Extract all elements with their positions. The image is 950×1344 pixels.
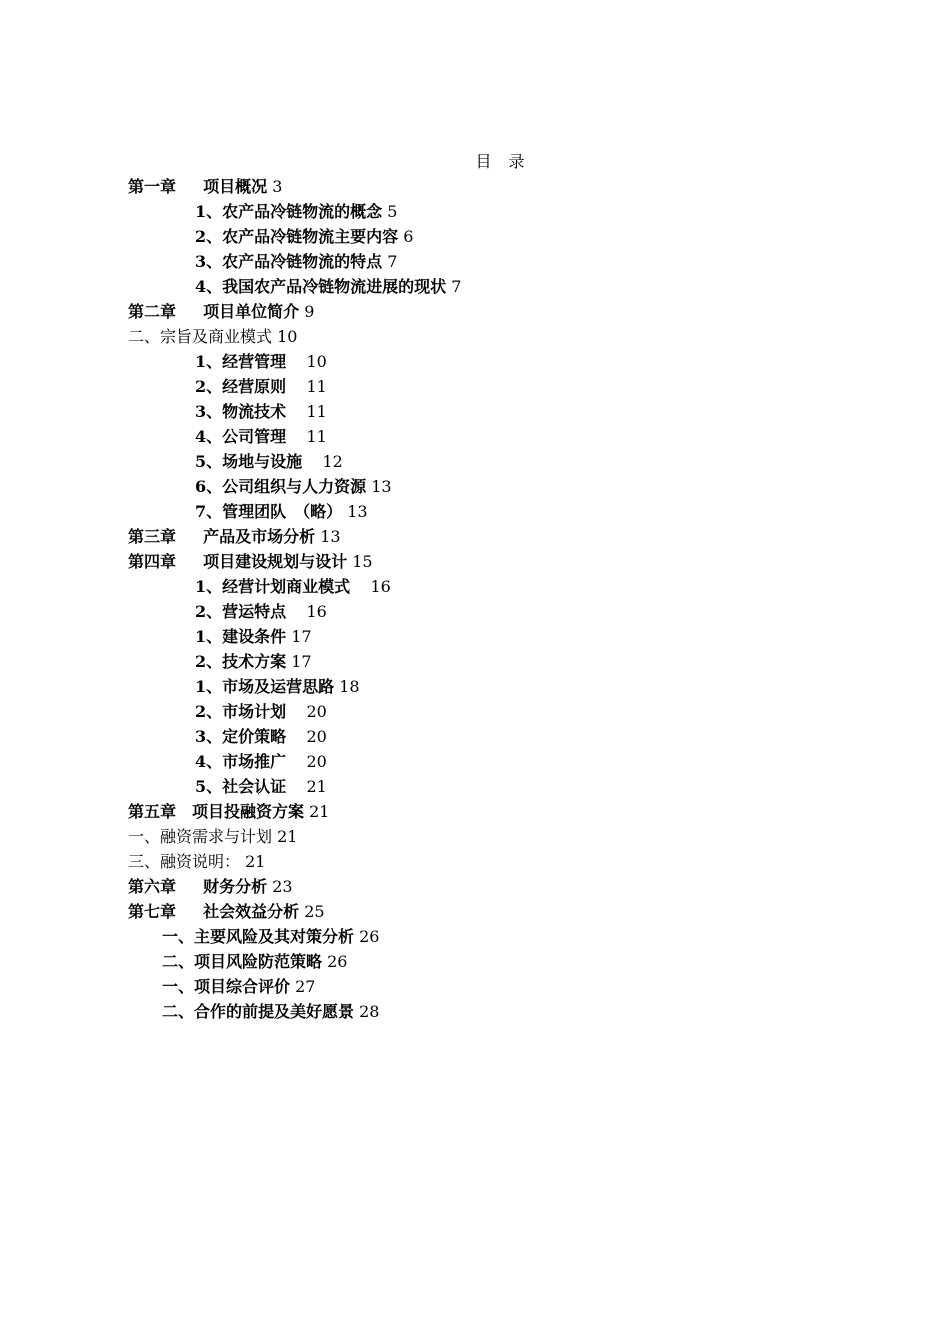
- toc-entry[interactable]: [128, 749, 828, 774]
- toc-entry-label: 1、市场及运营思路: [195, 677, 335, 696]
- toc-entry-label: 二、宗旨及商业模式: [128, 327, 273, 346]
- toc-entry[interactable]: [128, 174, 828, 199]
- toc-entry-page-number: 9: [304, 302, 315, 321]
- toc-entry-label: 7、管理团队 （略）: [195, 502, 343, 521]
- toc-entry-page-number: 20: [291, 702, 327, 721]
- toc-entry-page-number: 7: [451, 277, 462, 296]
- toc-entry-label: 5、社会认证: [195, 777, 287, 796]
- toc-entry-page-number: 13: [347, 502, 368, 521]
- toc-entry-page-number: 10: [291, 352, 327, 371]
- toc-entry[interactable]: [128, 299, 828, 324]
- toc-entry[interactable]: [128, 924, 828, 949]
- toc-entry[interactable]: [128, 624, 828, 649]
- toc-entry[interactable]: [128, 199, 828, 224]
- toc-list: [128, 174, 828, 1024]
- toc-entry-label: 1、经营计划商业模式: [195, 577, 351, 596]
- toc-entry-page-number: 15: [352, 552, 373, 571]
- toc-entry[interactable]: [128, 999, 828, 1024]
- toc-entry[interactable]: [128, 349, 828, 374]
- toc-entry-label: 第五章 项目投融资方案: [128, 802, 305, 821]
- toc-entry-page-number: 13: [320, 527, 341, 546]
- toc-entry-label: 2、农产品冷链物流主要内容: [195, 227, 399, 246]
- toc-entry[interactable]: [128, 599, 828, 624]
- toc-entry-page-number: 5: [387, 202, 398, 221]
- toc-entry[interactable]: [128, 524, 828, 549]
- toc-entry[interactable]: [128, 699, 828, 724]
- toc-entry-label: 三、融资说明：: [128, 852, 241, 871]
- toc-entry-label: 一、融资需求与计划: [128, 827, 273, 846]
- toc-entry[interactable]: [128, 799, 828, 824]
- toc-entry-label: 第七章 社会效益分析: [128, 902, 300, 921]
- toc-entry-label: 4、市场推广: [195, 752, 287, 771]
- toc-entry-page-number: 20: [291, 752, 327, 771]
- toc-entry-label: 3、物流技术: [195, 402, 287, 421]
- toc-entry[interactable]: [128, 474, 828, 499]
- toc-entry-label: 2、营运特点: [195, 602, 287, 621]
- toc-entry-page-number: 21: [309, 802, 330, 821]
- toc-entry[interactable]: [128, 974, 828, 999]
- toc-entry[interactable]: [128, 774, 828, 799]
- toc-entry-label: 3、农产品冷链物流的特点: [195, 252, 383, 271]
- toc-entry[interactable]: [128, 449, 828, 474]
- toc-entry-page-number: 21: [245, 852, 266, 871]
- toc-entry[interactable]: [128, 399, 828, 424]
- toc-entry[interactable]: [128, 949, 828, 974]
- toc-entry[interactable]: [128, 649, 828, 674]
- toc-entry[interactable]: [128, 274, 828, 299]
- toc-entry-label: 第三章 产品及市场分析: [128, 527, 316, 546]
- toc-entry-page-number: 26: [327, 952, 348, 971]
- toc-entry[interactable]: [128, 724, 828, 749]
- toc-entry-label: 1、经营管理: [195, 352, 287, 371]
- toc-entry-page-number: 16: [355, 577, 391, 596]
- toc-entry[interactable]: [128, 324, 828, 349]
- toc-entry-label: 1、农产品冷链物流的概念: [195, 202, 383, 221]
- toc-entry-label: 4、我国农产品冷链物流进展的现状: [195, 277, 447, 296]
- toc-entry-label: 第二章 项目单位简介: [128, 302, 300, 321]
- toc-entry[interactable]: [128, 824, 828, 849]
- toc-entry[interactable]: [128, 374, 828, 399]
- toc-entry-page-number: 21: [291, 777, 327, 796]
- toc-entry-label: 第一章 项目概况: [128, 177, 268, 196]
- toc-entry[interactable]: [128, 574, 828, 599]
- toc-entry-label: 一、主要风险及其对策分析: [162, 927, 355, 946]
- toc-entry-page-number: 25: [304, 902, 325, 921]
- toc-entry-label: 2、技术方案: [195, 652, 287, 671]
- toc-entry-page-number: 13: [371, 477, 392, 496]
- toc-entry-label: 5、场地与设施: [195, 452, 303, 471]
- toc-entry-page-number: 17: [291, 627, 312, 646]
- toc-entry[interactable]: [128, 249, 828, 274]
- toc-entry-label: 1、建设条件: [195, 627, 287, 646]
- toc-entry-page-number: 10: [277, 327, 298, 346]
- toc-entry-label: 6、公司组织与人力资源: [195, 477, 367, 496]
- toc-entry[interactable]: [128, 549, 828, 574]
- toc-entry-label: 第四章 项目建设规划与设计: [128, 552, 348, 571]
- toc-entry[interactable]: [128, 424, 828, 449]
- toc-entry-page-number: 16: [291, 602, 327, 621]
- toc-entry[interactable]: [128, 899, 828, 924]
- toc-entry-page-number: 18: [339, 677, 360, 696]
- toc-entry-page-number: 7: [387, 252, 398, 271]
- toc-entry-label: 2、经营原则: [195, 377, 287, 396]
- toc-entry[interactable]: [128, 674, 828, 699]
- toc-entry-label: 二、合作的前提及美好愿景: [162, 1002, 355, 1021]
- toc-entry-page-number: 27: [295, 977, 316, 996]
- toc-entry-page-number: 3: [272, 177, 283, 196]
- toc-entry-page-number: 11: [291, 402, 327, 421]
- toc-entry-page-number: 28: [359, 1002, 380, 1021]
- toc-entry-page-number: 20: [291, 727, 327, 746]
- toc-entry-label: 第六章 财务分析: [128, 877, 268, 896]
- toc-entry[interactable]: [128, 499, 828, 524]
- toc-entry-page-number: 21: [277, 827, 298, 846]
- toc-entry-label: 3、定价策略: [195, 727, 287, 746]
- toc-entry-page-number: 6: [403, 227, 414, 246]
- toc-entry-label: 二、项目风险防范策略: [162, 952, 323, 971]
- toc-entry-page-number: 17: [291, 652, 312, 671]
- toc-entry-label: 一、项目综合评价: [162, 977, 291, 996]
- toc-entry-page-number: 26: [359, 927, 380, 946]
- toc-entry-label: 4、公司管理: [195, 427, 287, 446]
- toc-entry-page-number: 11: [291, 427, 327, 446]
- toc-entry-page-number: 12: [307, 452, 343, 471]
- toc-entry[interactable]: [128, 224, 828, 249]
- toc-entry-label: 2、市场计划: [195, 702, 287, 721]
- toc-entry-page-number: 23: [272, 877, 293, 896]
- toc-title: 目 录: [475, 152, 531, 171]
- toc-entry[interactable]: [128, 849, 828, 874]
- toc-entry[interactable]: [128, 874, 828, 899]
- toc-entry-page-number: 11: [291, 377, 327, 396]
